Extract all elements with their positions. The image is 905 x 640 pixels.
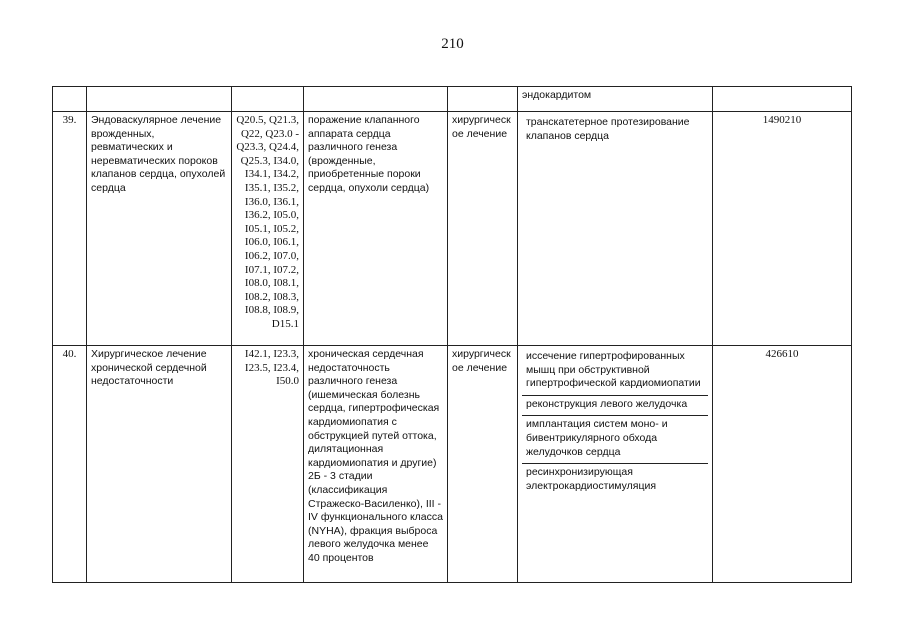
treatment-method: транскатетерное протезирование клапанов сердца — [526, 116, 690, 142]
treatment-method: реконструкция левого желудочка — [522, 396, 708, 417]
patient-model: поражение клапанного аппарата сердца различного генеза (врожденные, приобретенные пороки сердца, опухоли сердца) — [304, 112, 448, 346]
num-cell — [53, 87, 87, 112]
codes-cell — [232, 87, 304, 112]
cost-value: 1490210 — [713, 112, 852, 346]
name-cell — [87, 87, 232, 112]
model-cell — [304, 87, 448, 112]
method-cell: эндокардитом — [518, 87, 713, 112]
procedure-name: Эндоваскулярное лечение врожденных, ревматических и неревматических пороков клапанов сердца, опухолей сердца — [87, 112, 232, 346]
procedure-name: Хирургическое лечение хронической сердечной недостаточности — [87, 346, 232, 583]
table-row-continuation — [53, 87, 852, 112]
treatment-method: иссечение гипертрофированных мышц при обструктивной гипертрофической кардиомиопатии — [522, 348, 708, 396]
treatment-method: имплантация систем моно- и бивентрикулярного обхода желудочков сердца — [522, 416, 708, 464]
page-number: 210 — [441, 36, 464, 52]
procedures-table — [52, 86, 852, 583]
type-cell — [448, 87, 518, 112]
row-number: 40. — [53, 346, 87, 583]
row-number: 39. — [53, 112, 87, 346]
cost-cell — [713, 87, 852, 112]
treatment-type: хирургическ ое лечение — [448, 112, 518, 346]
table-row — [53, 346, 852, 583]
icd-codes: Q20.5, Q21.3, Q22, Q23.0 - Q23.3, Q24.4, Q25.3, I34.0, I34.1, I34.2, I35.1, I35.2, I36.0, I36.1, I36.2, I05.0, I05.1, I05.2, I06.0, I06.1, I06.2, I07.0, I07.1, I07.2, I08.0, I08.1, I08.2, I08.3, I08.8, I08.9, D15.1 — [232, 112, 304, 346]
method-cell — [518, 346, 713, 583]
method-cell — [518, 112, 713, 346]
icd-codes: I42.1, I23.3, I23.5, I23.4, I50.0 — [232, 346, 304, 583]
table-row — [53, 112, 852, 346]
cost-value: 426610 — [713, 346, 852, 583]
treatment-method: ресинхронизирующая электрокардиостимуляция — [526, 466, 657, 492]
treatment-type: хирургическ ое лечение — [448, 346, 518, 583]
patient-model: хроническая сердечная недостаточность различного генеза (ишемическая болезнь сердца, гипертрофическая кардиомиопатия с обструкцией путей оттока, дилятационная кардиомиопатия и другие) 2Б - 3 стадии (классификация Стражеско-Василенко), III - IV функционального класса (NYHA), фракция выброса левого желудочка менее 40 процентов — [304, 346, 448, 583]
